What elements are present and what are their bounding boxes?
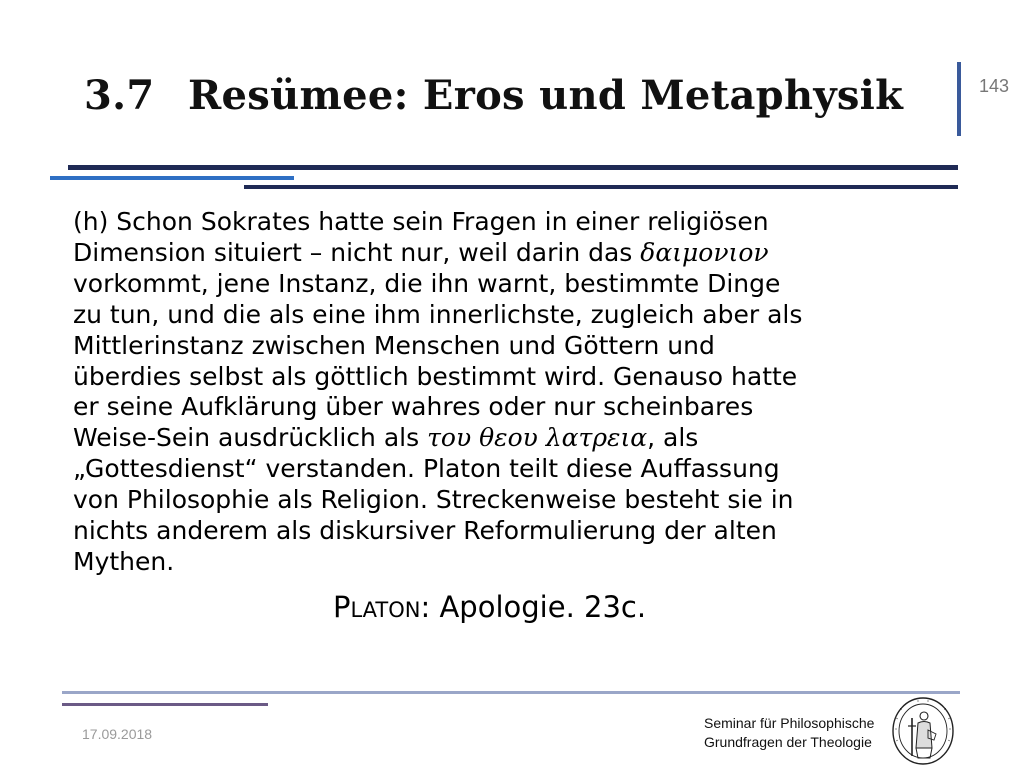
- source-reference: [333, 590, 646, 624]
- body-line: Mittlerinstanz zwischen Menschen und Göttern und: [73, 330, 715, 360]
- footer-date: 17.09.2018: [82, 726, 153, 742]
- seminar-line: Seminar für Philosophische: [704, 715, 875, 731]
- title-divider: [957, 62, 961, 136]
- section-number: 3.7: [84, 72, 155, 119]
- page-number: 143: [979, 76, 1010, 96]
- body-line: [73, 423, 958, 454]
- footer-rule-accent: [62, 703, 268, 706]
- greek-term: του θεου λατρεια: [427, 423, 648, 453]
- body-line: [73, 238, 958, 269]
- body-line-text: , als: [647, 423, 699, 453]
- body-line: Mythen.: [73, 546, 175, 576]
- seal-logo-icon: [888, 696, 958, 766]
- citation: : Apologie. 23c.: [420, 590, 647, 624]
- body-line: von Philosophie als Religion. Streckenweise besteht sie in: [73, 485, 794, 515]
- body-line-text: Weise-Sein ausdrücklich als: [73, 423, 428, 453]
- slide-title: [84, 72, 903, 119]
- body-line: nichts anderem als diskursiver Reformulierung der alten: [73, 516, 777, 546]
- body-line: er seine Aufklärung über wahres oder nur scheinbares: [73, 392, 754, 422]
- body-line-text: Dimension situiert – nicht nur, weil darin das: [73, 237, 641, 267]
- seminar-line: Grundfragen der Theologie: [704, 734, 872, 750]
- body-line: überdies selbst als göttlich bestimmt wird. Genauso hatte: [73, 361, 798, 391]
- author-smallcaps: LATON: [350, 598, 421, 622]
- title-text: Resümee: Eros und Metaphysik: [188, 72, 904, 119]
- author-initial: P: [333, 590, 351, 624]
- body-line: „Gottesdienst“ verstanden. Platon teilt diese Auffassung: [73, 454, 780, 484]
- greek-term: δαιμονιον: [640, 237, 769, 267]
- title-rule-top: [68, 165, 958, 170]
- body-paragraph: [73, 207, 958, 578]
- title-rule-accent: [50, 176, 294, 180]
- body-line: (h) Schon Sokrates hatte sein Fragen in einer religiösen: [73, 207, 769, 236]
- seminar-name: [704, 714, 874, 752]
- body-line: zu tun, und die als eine ihm innerlichste, zugleich aber als: [73, 299, 803, 329]
- body-line: vorkommt, jene Instanz, die ihn warnt, bestimmte Dinge: [73, 268, 781, 298]
- title-rule-bottom: [244, 185, 958, 189]
- footer-rule: [62, 691, 960, 694]
